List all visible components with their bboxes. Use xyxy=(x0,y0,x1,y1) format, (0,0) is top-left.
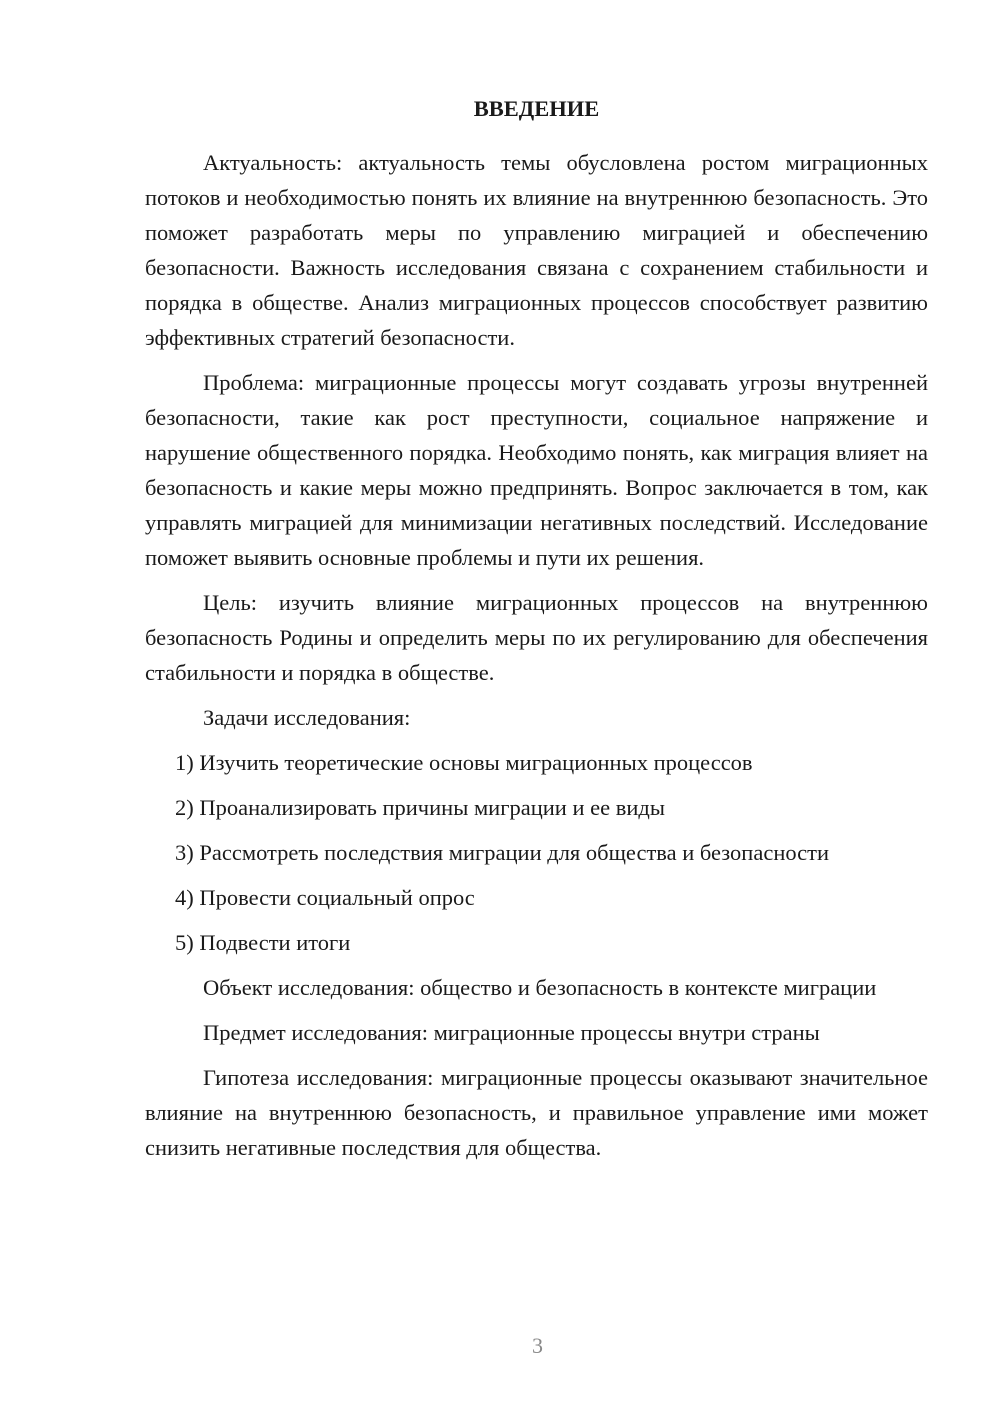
task-item: 4) Провести социальный опрос xyxy=(175,885,475,910)
document-page xyxy=(145,94,928,1175)
object-paragraph: Объект исследования: общество и безопасность в контексте миграции xyxy=(203,975,877,1000)
goal-paragraph: Цель: изучить влияние миграционных процессов на внутреннюю безопасность Родины и определить меры по их регулированию для обеспечения стабильности и порядка в обществе. xyxy=(145,590,928,685)
tasks-heading: Задачи исследования: xyxy=(203,705,411,730)
subject-paragraph: Предмет исследования: миграционные процессы внутри страны xyxy=(203,1020,820,1045)
task-item: 5) Подвести итоги xyxy=(175,930,351,955)
problem-paragraph: Проблема: миграционные процессы могут создавать угрозы внутренней безопасности, такие как рост преступности, социальное напряжение и нарушение общественного порядка. Необходимо понять, как миграция влияет на безопасность и какие меры можно предпринять. Вопрос заключается в том, как управлять миграцией для минимизации негативных последствий. Исследование поможет выявить основные проблемы и пути их решения. xyxy=(145,370,928,570)
tasks-list xyxy=(145,745,928,960)
task-item: 1) Изучить теоретические основы миграционных процессов xyxy=(175,750,753,775)
hypothesis-paragraph: Гипотеза исследования: миграционные процессы оказывают значительное влияние на внутреннюю безопасность, и правильное управление ими может снизить негативные последствия для общества. xyxy=(145,1065,928,1160)
page-number: 3 xyxy=(532,1333,543,1358)
relevance-paragraph: Актуальность: актуальность темы обусловлена ростом миграционных потоков и необходимостью понять их влияние на внутреннюю безопасность. Это поможет разработать меры по управлению миграцией и обеспечению безопасности. Важность исследования связана с сохранением стабильности и порядка в обществе. Анализ миграционных процессов способствует развитию эффективных стратегий безопасности. xyxy=(145,150,928,350)
task-item: 3) Рассмотреть последствия миграции для общества и безопасности xyxy=(175,840,830,865)
task-item: 2) Проанализировать причины миграции и ее виды xyxy=(175,795,665,820)
section-title: ВВЕДЕНИЕ xyxy=(473,96,600,121)
